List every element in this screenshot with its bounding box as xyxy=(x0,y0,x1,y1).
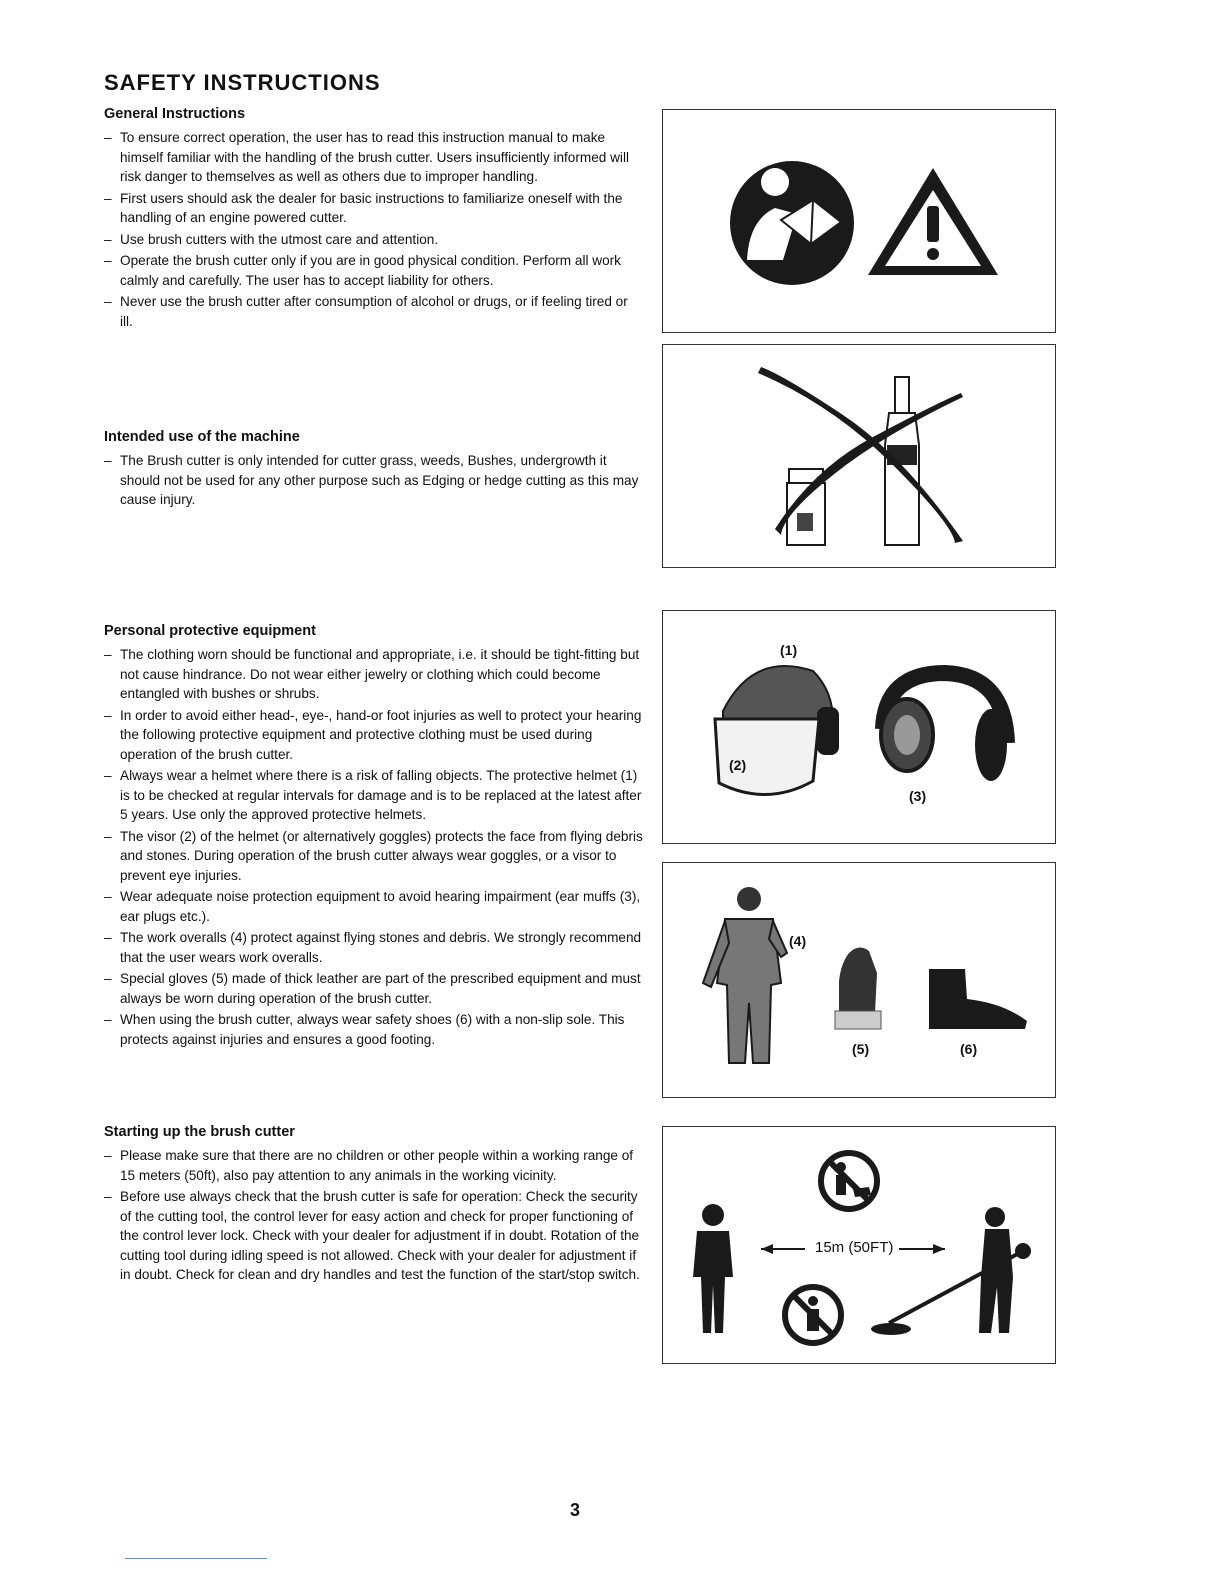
list-item: – Never use the brush cutter after consumption of alcohol or drugs, or if feeling tired or ill. xyxy=(104,292,644,331)
glove-icon xyxy=(835,947,881,1029)
section-starting-up xyxy=(104,1124,644,1287)
figure-svg xyxy=(663,611,1055,843)
instruction-list xyxy=(104,1146,644,1285)
figure-helmet-earmuffs xyxy=(662,610,1056,844)
helmet-label: (1) xyxy=(780,642,798,658)
section-heading: Personal protective equipment xyxy=(104,623,316,639)
section-general-instructions xyxy=(104,106,644,333)
instruction-list xyxy=(104,128,644,331)
list-item: – First users should ask the dealer for basic instructions to familiarize oneself with the handling of an engine powered cutter. xyxy=(104,189,644,228)
instruction-list xyxy=(104,451,644,510)
gloves-label: (5) xyxy=(852,1041,870,1057)
overalls-label: (4) xyxy=(789,933,807,949)
figure-svg xyxy=(663,110,1055,332)
list-item: – When using the brush cutter, always wear safety shoes (6) with a non-slip sole. This protects against injuries and ensures a good footing. xyxy=(104,1010,644,1049)
read-manual-icon xyxy=(730,161,854,285)
worker-overalls-icon xyxy=(703,887,787,1063)
list-item: – Use brush cutters with the utmost care and attention. xyxy=(104,230,644,250)
section-heading: Starting up the brush cutter xyxy=(104,1124,295,1140)
list-item: – The Brush cutter is only intended for cutter grass, weeds, Bushes, undergrowth it should not be used for any other purpose such as Edging or hedge cutting as this may cause injury. xyxy=(104,451,644,510)
brush-cutter-operator-icon xyxy=(871,1207,1031,1335)
shoes-label: (6) xyxy=(960,1041,978,1057)
list-item: – Always wear a helmet where there is a risk of falling objects. The protective helmet (1) is to be checked at regular intervals for damage and is to be replaced at the latest after 5 years. Use only the approved protective helmets. xyxy=(104,766,644,825)
instruction-list xyxy=(104,645,644,1049)
figure-no-alcohol-drugs xyxy=(662,344,1056,568)
section-protective-equipment xyxy=(104,623,644,1051)
person-standing-icon xyxy=(693,1204,733,1333)
distance-label: 15m (50FT) xyxy=(815,1239,894,1256)
list-item: – The work overalls (4) protect against flying stones and debris. We strongly recommend that the user wears work overalls. xyxy=(104,928,644,967)
section-heading: Intended use of the machine xyxy=(104,429,300,445)
list-item: – The visor (2) of the helmet (or alternatively goggles) protects the face from flying debris and stones. During operation of the brush cutter always wear goggles, or a visor to prevent eye injuries. xyxy=(104,827,644,886)
list-item: – Operate the brush cutter only if you are in good physical condition. Perform all work calmly and carefully. The user has to accept liability for others. xyxy=(104,251,644,290)
section-heading: General Instructions xyxy=(104,106,246,122)
list-item: – The clothing worn should be functional and appropriate, i.e. it should be tight-fitting but not cause hindrance. Do not wear either jewelry or clothing which could become entangled with bushes or shrubs. xyxy=(104,645,644,704)
bottom-divider xyxy=(125,1558,267,1559)
list-item: – Wear adequate noise protection equipment to avoid hearing impairment (ear muffs (3), ear plugs etc.). xyxy=(104,887,644,926)
figure-safety-distance xyxy=(662,1126,1056,1364)
list-item: – Please make sure that there are no children or other people within a working range of 15 meters (50ft), also pay attention to any animals in the working vicinity. xyxy=(104,1146,644,1185)
figure-read-manual-warning xyxy=(662,109,1056,333)
list-item: – Special gloves (5) made of thick leather are part of the prescribed equipment and must always be worn during operation of the brush cutter. xyxy=(104,969,644,1008)
list-item: – In order to avoid either head-, eye-, hand-or foot injuries as well to protect your hearing the following protective equipment and protective clothing must be used during operation of the brush cutter. xyxy=(104,706,644,765)
no-people-animals-icon xyxy=(821,1153,877,1209)
figure-svg xyxy=(663,863,1055,1097)
page-number: 3 xyxy=(570,1500,581,1520)
section-intended-use xyxy=(104,429,644,512)
earmuffs-label: (3) xyxy=(909,788,927,804)
earmuffs-icon xyxy=(881,673,1007,781)
cross-out-icon xyxy=(758,367,963,543)
safety-shoe-icon xyxy=(929,969,1027,1029)
no-children-icon xyxy=(785,1287,841,1343)
figure-svg xyxy=(663,345,1055,567)
visor-label: (2) xyxy=(729,757,747,773)
page-title: SAFETY INSTRUCTIONS xyxy=(104,70,381,95)
list-item: – Before use always check that the brush cutter is safe for operation: Check the security of the cutting tool, the control lever for easy action and check for proper functioning of the control lever lock. Check with your dealer for adjustment if in doubt. Rotation of the cutting tool during idling speed is not allowed. Check with your dealer for adjustment if in doubt. Check for clean and dry handles and test the function of the start/stop switch. xyxy=(104,1187,644,1285)
list-item: – To ensure correct operation, the user has to read this instruction manual to make himself familiar with the handling of the brush cutter. Users insufficiently informed will risk danger to themselves as well as others due to improper handling. xyxy=(104,128,644,187)
figure-overalls-gloves-shoes xyxy=(662,862,1056,1098)
warning-triangle-icon xyxy=(868,168,998,275)
